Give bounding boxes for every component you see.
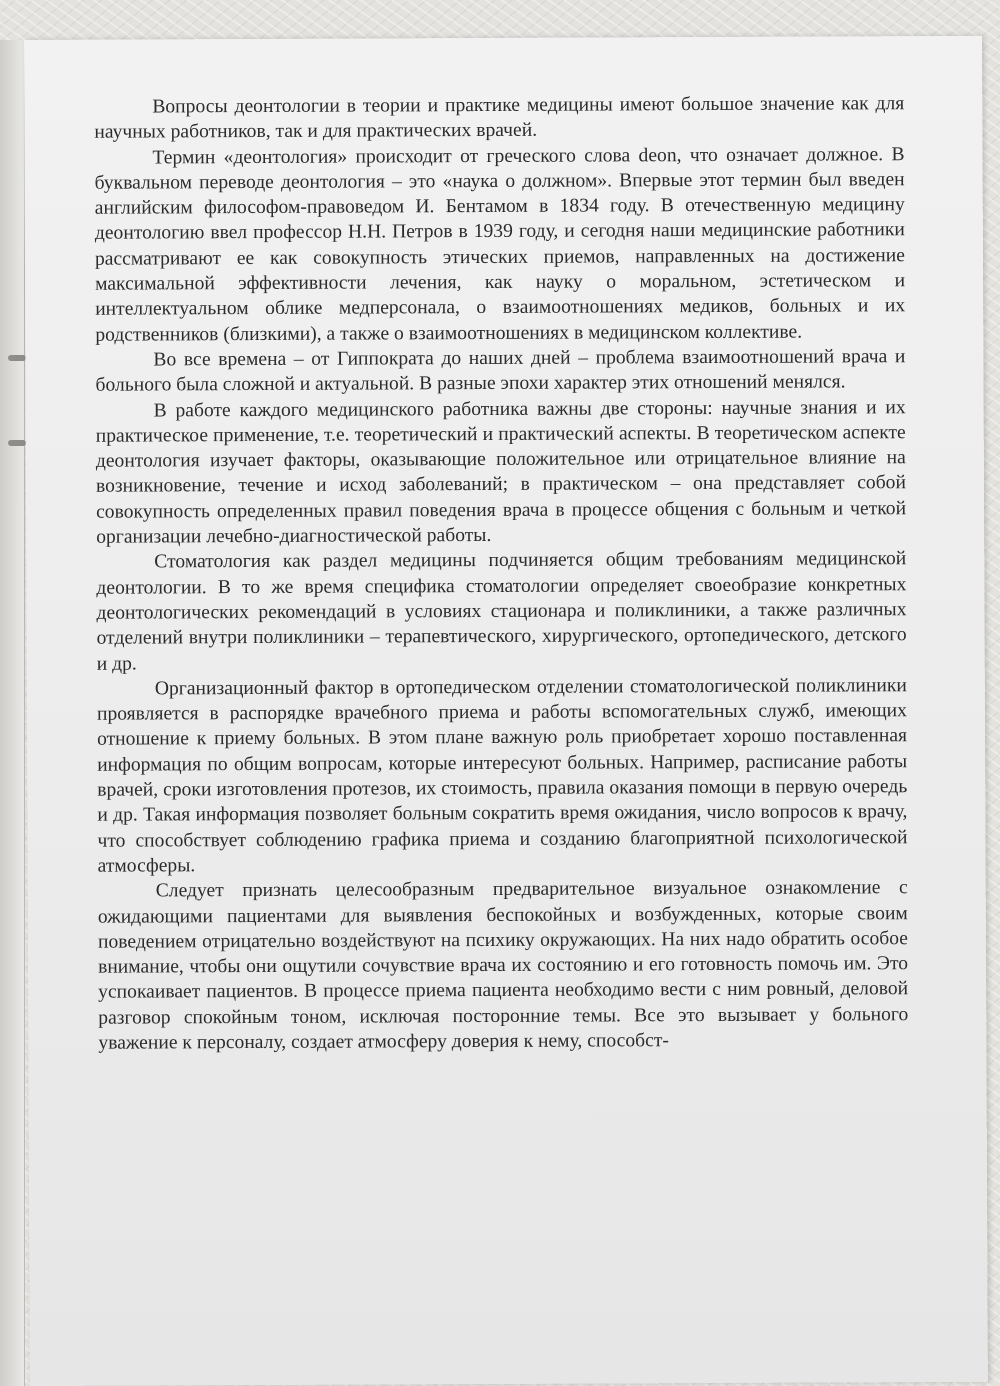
paragraph-5: Стоматология как раздел медицины подчиняется общим требованиям медицинской деонтологии. В то же время специфика стоматологии определяет своеобразие конкретных деонтологических рекомендаций в условиях стационара и поликлиники, а также различных отделений внутри поликлиники – терапевтического, хирургического, ортопедического, детского и др. <box>96 548 907 675</box>
paragraph-7: Следует признать целесообразным предварительное визуальное ознакомление с ожидающими пациентами для выявления беспокойных и возбужденных, которые своим поведением отрицательно воздействуют на психику окружающих. На них надо обратить особое внимание, чтобы они ощутили сочувствие врача их состоянию и его готовность помочь им. Это успокаивает пациентов. В процессе приема пациента необходимо вести с ним ровный, деловой разговор спокойным тоном, исключая посторонние темы. Все это вызывает у больного уважение к персоналу, создает атмосферу доверия к нему, способст- <box>97 877 909 1054</box>
paragraph-6: Организационный фактор в ортопедическом отделении стоматологической поликлиники проявляется в распорядке врачебного приема и работы вспомогательных служб, имеющих отношение к приему больных. В этом плане важную роль приобретает хорошо поставленная информация по общим вопросам, которые интересуют больных. Например, расписание работы врачей, сроки изготовления протезов, их стоимость, правила оказания помощи в первую очередь и др. Такая информация позволяет больным сократить время ожидания, число вопросов к врачу, что способствует соблюдению графика приема и созданию благоприятной психологической атмосферы. <box>96 674 908 877</box>
paragraph-2: Термин «деонтология» происходит от греческого слова deon, что означает должное. В буквальном переводе деонтология – это «наука о должном». Впервые этот термин был введен английским философом-правоведом И. Бентамом в 1834 году. В отечественную медицину деонтологию ввел профессор Н.Н. Петров в 1939 году, и сегодня наши медицинские работники рассматривают ее как совокупность этических приемов, направленных на достижение максимальной эффективности лечения, как науку о моральном, эстетическом и интеллектуальном облике медперсонала, о взаимоотношениях медиков, больных и их родственников (близкими), а также о взаимоотношениях в медицинском коллективе. <box>94 143 906 346</box>
booklet-back-edge <box>0 40 25 1386</box>
paragraph-3: Во все времена – от Гиппократа до наших дней – проблема взаимоотношений врача и больного была сложной и актуальной. В разные эпохи характер этих отношений менялся. <box>95 346 906 396</box>
document-page <box>24 36 988 1386</box>
paragraph-1: Вопросы деонтологии в теории и практике медицины имеют большое значение как для научных работников, так и для практических врачей. <box>94 93 905 143</box>
staple-top <box>8 355 26 361</box>
body-text <box>94 91 908 1056</box>
paragraph-4: В работе каждого медицинского работника важны две стороны: научные знания и их практическое применение, т.е. теоретический и практический аспекты. В теоретическом аспекте деонтология изучает факторы, оказывающие положительное или отрицательное влияние на возникновение, течение и исход заболеваний; в практическом – она представляет собой совокупность определенных правил поведения врача в процессе общения с больным и четкой организации лечебно-диагностической работы. <box>95 396 907 548</box>
staple-bottom <box>8 440 26 446</box>
